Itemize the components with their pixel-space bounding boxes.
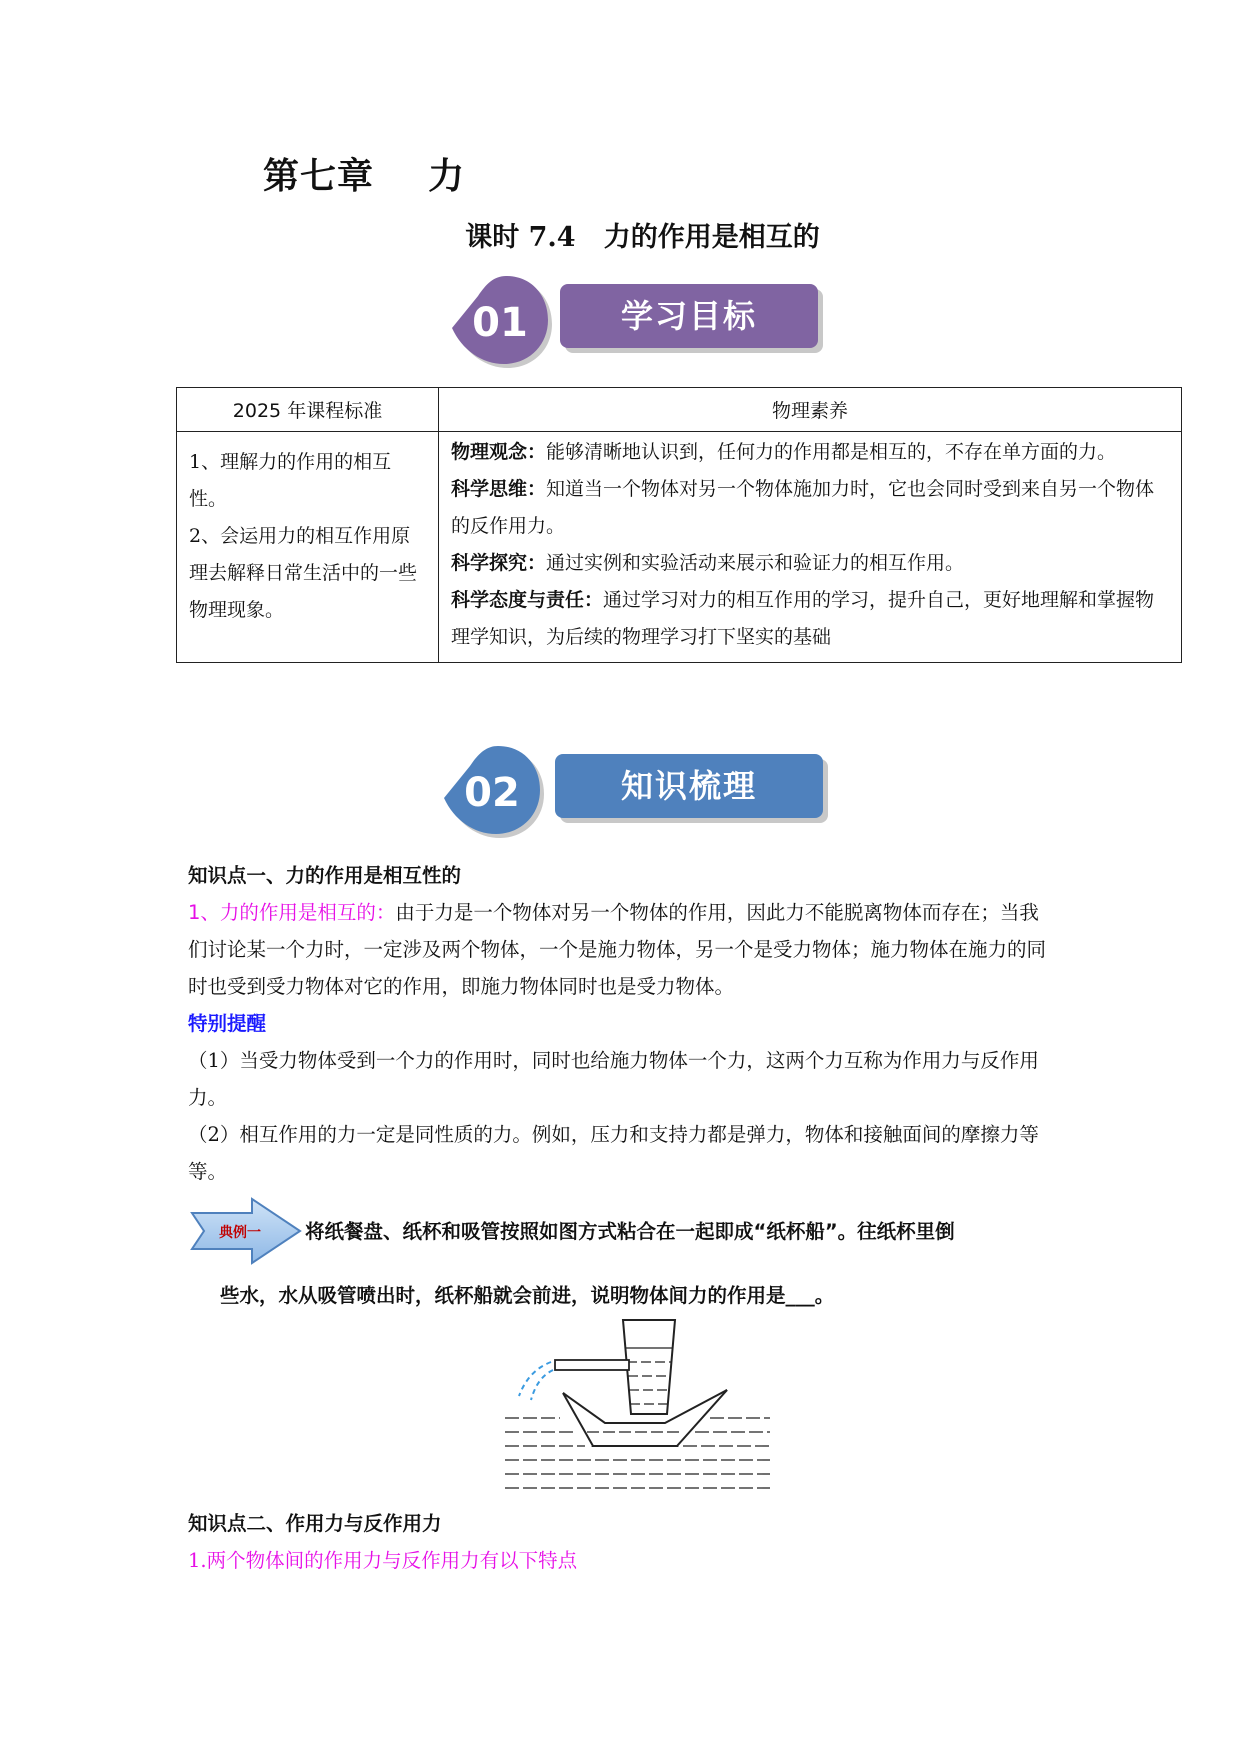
table-header-row xyxy=(177,388,1182,432)
knowledge-paragraph xyxy=(188,894,1058,1005)
table-row xyxy=(177,432,1182,663)
section-number-badge-icon xyxy=(440,738,550,838)
knowledge-point-title: 知识点一、力的作用是相互性的 xyxy=(188,864,462,887)
literacy-item xyxy=(451,434,1169,471)
literacy-label: 物理观念： xyxy=(451,441,547,463)
knowledge-lead: 1、力的作用是相互的： xyxy=(188,901,396,924)
literacy-label: 科学探究： xyxy=(451,552,547,574)
example-line-2: 些水，水从吸管喷出时，纸杯船就会前进，说明物体间力的作用是___。 xyxy=(220,1284,835,1307)
chapter-title: 第七章 力 xyxy=(263,156,466,197)
literacy-text: 通过实例和实验活动来展示和验证力的相互作用。 xyxy=(546,552,965,574)
banner-number: 01 xyxy=(472,300,528,346)
lesson-title-text: 课时 7.4 力的作用是相互的 xyxy=(465,222,820,253)
table-header-standard: 2025 年课程标准 xyxy=(177,388,439,432)
banner-learning-objectives xyxy=(448,268,848,378)
literacy-item xyxy=(451,471,1169,545)
paper-cup-boat-figure xyxy=(505,1318,770,1493)
table-header-literacy: 物理素养 xyxy=(439,388,1182,432)
standards-cell xyxy=(177,432,439,663)
objectives-table xyxy=(176,387,1182,663)
literacy-label: 科学思维： xyxy=(451,478,547,500)
literacy-text: 知道当一个物体对另一个物体施加力时，它也会同时受到来自另一个物体的反作用力。 xyxy=(451,478,1155,537)
example-tag: 典例一 xyxy=(219,1225,261,1241)
tip-item: （1）当受力物体受到一个力的作用时，同时也给施力物体一个力，这两个力互称为作用力与反作用力。 xyxy=(188,1049,1039,1109)
banner-title: 学习目标 xyxy=(560,284,818,348)
knowledge-text: 由于力是一个物体对另一个物体的作用，因此力不能脱离物体而存在；当我们讨论某一个力时，一定涉及两个物体，一个是施力物体，另一个是受力物体；施力物体在施力的同时也受到受力物体对它的作用，即施力物体同时也是受力物体。 xyxy=(188,901,1047,998)
standard-item: 1、理解力的作用的相互性。 xyxy=(189,451,392,510)
literacy-item xyxy=(451,545,1169,582)
example-arrow-icon xyxy=(190,1197,302,1265)
banner-number: 02 xyxy=(464,770,520,816)
standard-item: 2、会运用力的相互作用原理去解释日常生活中的一些物理现象。 xyxy=(189,525,418,621)
literacy-text: 能够清晰地认识到，任何力的作用都是相互的，不存在单方面的力。 xyxy=(546,441,1117,463)
literacy-cell xyxy=(439,432,1182,663)
literacy-label: 科学态度与责任： xyxy=(451,589,604,611)
tip-title: 特别提醒 xyxy=(188,1012,267,1035)
knowledge-point-1 xyxy=(188,857,1058,1190)
lesson-title xyxy=(0,215,1241,254)
literacy-item xyxy=(451,582,1169,656)
knowledge-point-title: 知识点二、作用力与反作用力 xyxy=(188,1512,442,1535)
banner-knowledge-review xyxy=(440,738,840,848)
knowledge-subtitle: 1.两个物体间的作用力与反作用力有以下特点 xyxy=(188,1549,578,1572)
tip-item: （2）相互作用的力一定是同性质的力。例如，压力和支持力都是弹力，物体和接触面间的摩擦力等等。 xyxy=(188,1123,1039,1183)
literacy-text: 通过学习对力的相互作用的学习，提升自己，更好地理解和掌握物理学知识，为后续的物理学习打下坚实的基础 xyxy=(451,589,1155,648)
banner-title: 知识梳理 xyxy=(555,754,823,818)
knowledge-point-2 xyxy=(188,1505,1058,1579)
section-number-badge-icon xyxy=(448,268,558,368)
example-line-1: 将纸餐盘、纸杯和吸管按照如图方式粘合在一起即成“纸杯船”。往纸杯里倒 xyxy=(305,1220,955,1243)
